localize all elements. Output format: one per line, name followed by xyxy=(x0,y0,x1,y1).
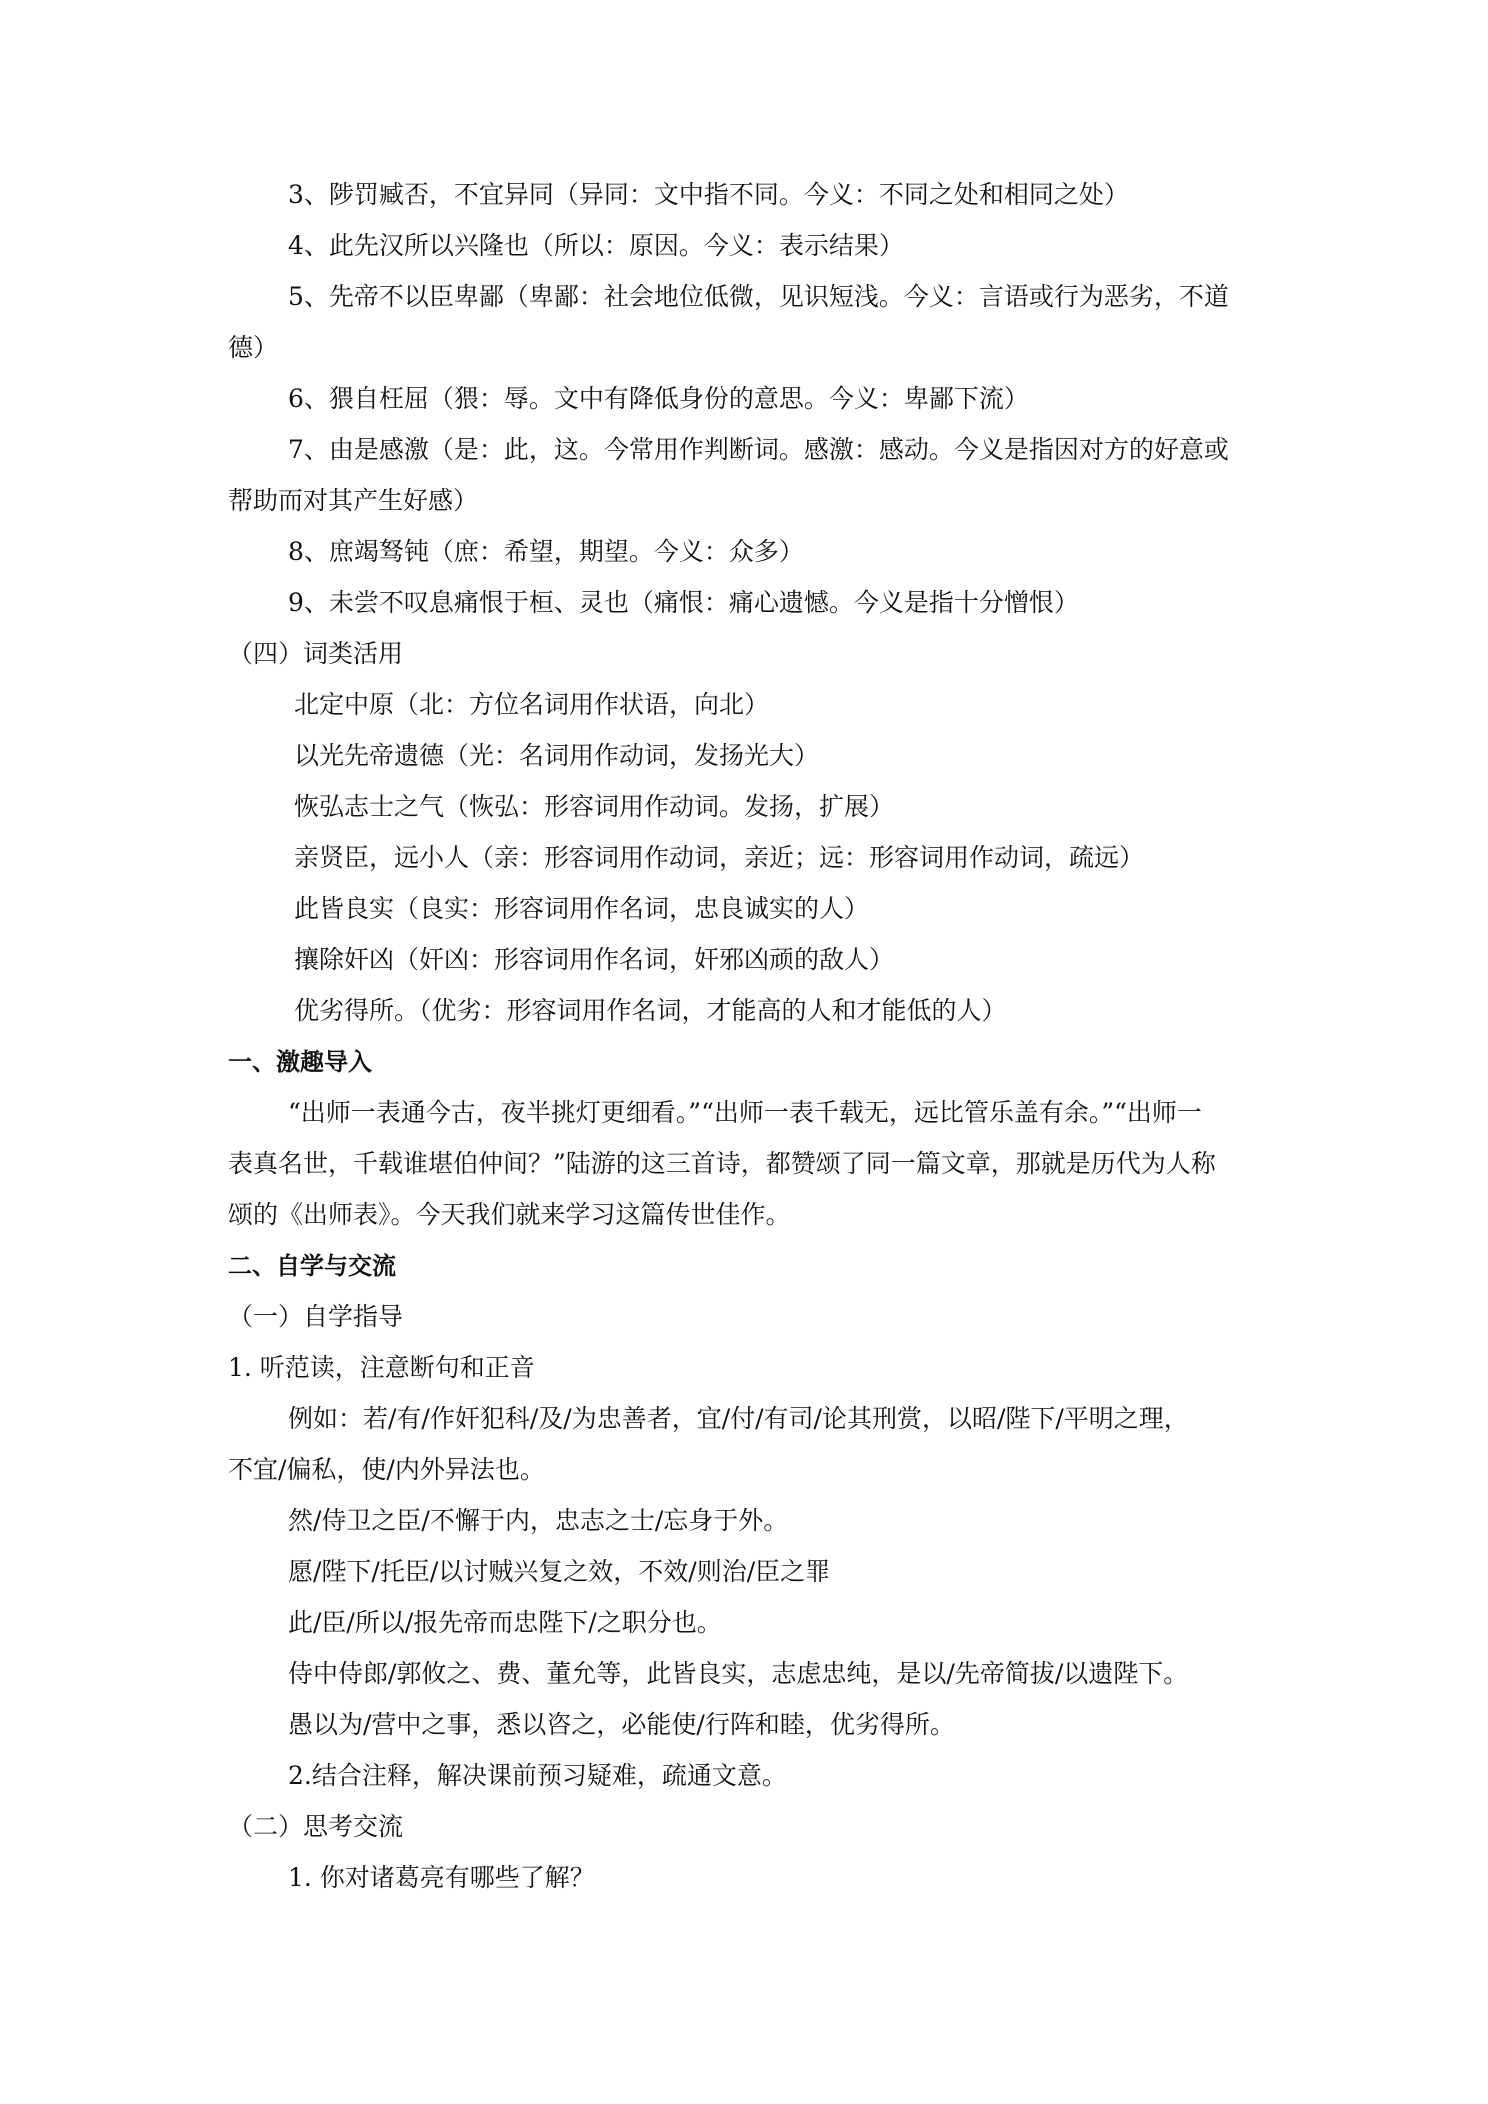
intro-line-1: “出师一表通今古，夜半挑灯更细看。”“出师一表千载无，远比管乐盖有余。”“出师一 xyxy=(288,1098,1202,1127)
example-line-4: 此/臣/所以/报先帝而忠陛下/之职分也。 xyxy=(288,1608,722,1637)
gujin-line-8: 8、庶竭驽钝（庶：希望，期望。今义：众多） xyxy=(288,537,804,566)
sikao-title: （二）思考交流 xyxy=(228,1812,404,1841)
cilei-line-1: 北定中原（北：方位名词用作状语，向北） xyxy=(294,690,770,719)
example-line-3: 愿/陛下/托臣/以讨贼兴复之效，不效/则治/臣之罪 xyxy=(288,1557,831,1586)
section-heading-1: 一、激趣导入 xyxy=(228,1048,372,1076)
gujin-line-9: 9、未尝不叹息痛恨于桓、灵也（痛恨：痛心遗憾。今义是指十分憎恨） xyxy=(288,588,1079,617)
cilei-line-4: 亲贤臣，远小人（亲：形容词用作动词，亲近；远：形容词用作动词，疏远） xyxy=(294,843,1145,872)
zixue-title: （一）自学指导 xyxy=(228,1302,404,1331)
gujin-line-5: 5、先帝不以臣卑鄙（卑鄙：社会地位低微，见识短浅。今义：言语或行为恶劣，不道 xyxy=(288,282,1229,311)
item-1: 1. 听范读，注意断句和正音 xyxy=(228,1353,535,1382)
gujin-line-3: 3、陟罚臧否，不宜异同（异同：文中指不同。今义：不同之处和相同之处） xyxy=(288,180,1129,209)
example-line-5: 侍中侍郎/郭攸之、费、董允等，此皆良实，志虑忠纯，是以/先帝简拔/以遗陛下。 xyxy=(288,1659,1189,1688)
cilei-line-6: 攘除奸凶（奸凶：形容词用作名词，奸邪凶顽的敌人） xyxy=(294,945,895,974)
intro-line-3: 颂的《出师表》。今天我们就来学习这篇传世佳作。 xyxy=(228,1200,791,1229)
example-line-1-cont: 不宜/偏私，使/内外异法也。 xyxy=(228,1455,545,1484)
cilei-line-5: 此皆良实（良实：形容词用作名词，忠良诚实的人） xyxy=(294,894,870,923)
example-line-2: 然/侍卫之臣/不懈于内，忠志之士/忘身于外。 xyxy=(288,1506,789,1535)
cilei-line-7: 优劣得所。（优劣：形容词用作名词，才能高的人和才能低的人） xyxy=(294,996,1007,1025)
gujin-line-4: 4、此先汉所以兴隆也（所以：原因。今义：表示结果） xyxy=(288,231,904,260)
example-line-6: 愚以为/营中之事，悉以咨之，必能使/行阵和睦，优劣得所。 xyxy=(288,1710,955,1739)
cilei-line-3: 恢弘志士之气（恢弘：形容词用作动词。发扬，扩展） xyxy=(294,792,895,821)
gujin-line-7-cont: 帮助而对其产生好感） xyxy=(228,486,479,515)
gujin-line-7: 7、由是感激（是：此，这。今常用作判断词。感激：感动。今义是指因对方的好意或 xyxy=(288,435,1229,464)
cilei-line-2: 以光先帝遗德（光：名词用作动词，发扬光大） xyxy=(294,741,820,770)
document-content xyxy=(228,178,1273,1912)
section-heading-2: 二、自学与交流 xyxy=(228,1252,396,1280)
gujin-line-6: 6、猥自枉屈（猥：辱。文中有降低身份的意思。今义：卑鄙下流） xyxy=(288,384,1029,413)
example-line-1: 例如：若/有/作奸犯科/及/为忠善者，宜/付/有司/论其刑赏，以昭/陛下/平明之理， xyxy=(288,1404,1189,1433)
item-2: 2.结合注释，解决课前预习疑难，疏通文意。 xyxy=(288,1761,787,1790)
intro-line-2: 表真名世，千载谁堪伯仲间？”陆游的这三首诗，都赞颂了同一篇文章，那就是历代为人称 xyxy=(228,1149,1216,1178)
cilei-title: （四）词类活用 xyxy=(228,639,404,668)
sikao-item-1: 1. 你对诸葛亮有哪些了解？ xyxy=(288,1863,595,1892)
gujin-line-5-cont: 德） xyxy=(228,333,279,362)
